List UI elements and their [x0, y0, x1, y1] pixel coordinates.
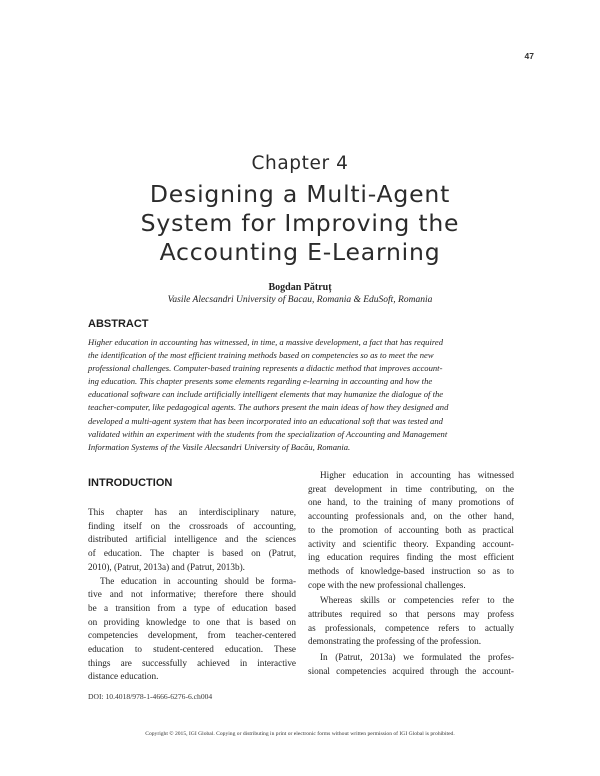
- paragraph-line: of education. The chapter is based on (Patrut,: [88, 548, 296, 559]
- doi-reference: DOI: 10.4018/978-1-4666-6276-6.ch004: [88, 692, 213, 701]
- paragraph-line: demonstrating the professing of the profession.: [308, 636, 481, 647]
- abstract-line: Higher education in accounting has witnessed, in time, a massive development, a fact that has required: [88, 337, 443, 347]
- paragraph-line: ing education requires finding the most efficient: [308, 552, 514, 563]
- chapter-title-line: System for Improving the: [140, 209, 460, 237]
- introduction-right-column: [308, 469, 514, 679]
- paragraph-line: be a transition from a type of education based: [88, 602, 296, 613]
- paragraph-line: accounting professionals and, on the other hand,: [308, 511, 514, 522]
- chapter-title-line: Designing a Multi-Agent: [149, 180, 451, 208]
- chapter-label: Chapter 4: [251, 153, 349, 174]
- introduction-left-column: [88, 506, 296, 684]
- paragraph-line: education to student-centered education. These: [88, 644, 296, 655]
- abstract-body: [88, 336, 514, 454]
- introduction-heading: INTRODUCTION: [88, 477, 173, 489]
- paragraph-line: to the promotion of accounting both as practical: [308, 524, 514, 535]
- paragraph-line: competencies development, from teacher-centered: [88, 630, 296, 641]
- paragraph-line: on providing knowledge to one that is based on: [88, 616, 296, 627]
- paragraph-line: activity and scientific theory. Expanding account-: [308, 538, 514, 549]
- paragraph-line: Higher education in accounting has witnessed: [320, 470, 514, 480]
- abstract-line: professional challenges. Computer-based training represents a didactic method that improves account-: [88, 363, 443, 374]
- abstract-line: validated within an experiment with the students from the specialization of Accounting and Management: [88, 428, 448, 439]
- abstract-heading: ABSTRACT: [88, 318, 149, 330]
- abstract-line: educational software can include artificially intelligent elements that may humanize the dialogue of the: [88, 389, 444, 400]
- paragraph-line: Whereas skills or competencies refer to the: [320, 595, 514, 606]
- abstract-line: Information Systems of the Vasile Alecsandri University of Bacău, Romania.: [88, 441, 351, 452]
- abstract-line: developed a multi-agent system that has been incorporated into an educational soft that was tested and: [88, 415, 443, 426]
- paragraph-line: as professionals, competence refers to actually: [308, 622, 514, 633]
- paragraph-line: 2010), (Patrut, 2013a) and (Patrut, 2013b).: [88, 561, 245, 572]
- paragraph-line: The education in accounting should be forma-: [100, 575, 296, 586]
- paragraph-line: distributed artificial intelligence and the sciences: [88, 534, 296, 545]
- abstract-line: teacher-computer, like pedagogical agents. The authors present the main ideas of how they designed and: [88, 402, 449, 413]
- paragraph-line: In (Patrut, 2013a) we formulated the profes-: [320, 652, 514, 663]
- paragraph-line: finding itself on the crossroads of accounting,: [88, 520, 296, 531]
- abstract-line: the identification of the most efficient training methods based on competencies so as to meet the new: [88, 350, 434, 361]
- paragraph-line: This chapter has an interdisciplinary nature,: [88, 507, 296, 517]
- paragraph-line: tive and not informative; therefore there should: [88, 589, 296, 600]
- paragraph-line: cope with the new professional challenges.: [308, 579, 466, 590]
- paragraph-line: distance education.: [88, 671, 159, 682]
- paragraph-line: one hand, to the training of many promotions of: [308, 497, 514, 508]
- paragraph-line: great development in time contributing, on the: [308, 483, 514, 494]
- paragraph-line: methods of knowledge-based instruction so as to: [308, 565, 514, 576]
- chapter-title-line: Accounting E-Learning: [159, 238, 441, 266]
- paragraph-line: things are successfully achieved in interactive: [88, 657, 296, 668]
- chapter-title: [100, 180, 500, 267]
- paragraph-line: attributes required so that persons may profess: [308, 609, 514, 620]
- page-number: 47: [524, 51, 534, 61]
- paragraph-line: sional competencies acquired through the account-: [308, 665, 514, 676]
- copyright-notice: Copyright © 2015, IGI Global. Copying or distributing in print or electronic forms without written permission of IGI Global is prohibited.: [145, 731, 455, 737]
- author-affiliation: Vasile Alecsandri University of Bacau, Romania & EduSoft, Romania: [167, 295, 433, 305]
- author-name: Bogdan Pătruț: [268, 282, 332, 293]
- abstract-line: ing education. This chapter presents some elements regarding e-learning in accounting and how the: [88, 376, 433, 387]
